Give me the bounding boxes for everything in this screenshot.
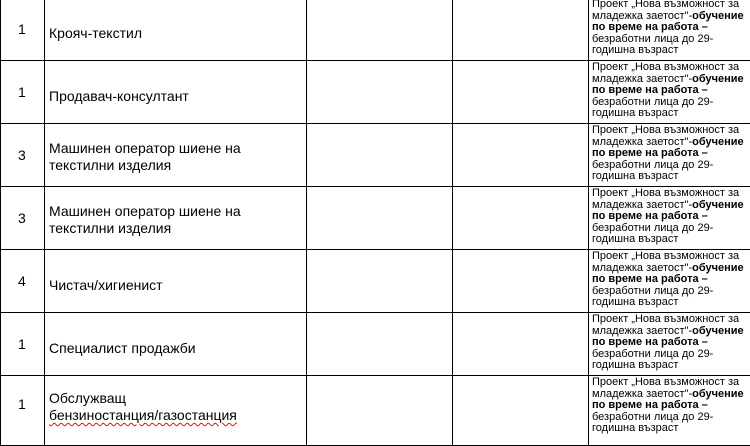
- note-line: по време на работа –: [592, 148, 750, 160]
- note-line: безработни лица до 29-: [592, 160, 750, 172]
- empty-cell: [453, 376, 589, 446]
- note-line: безработни лица до 29-: [592, 349, 750, 361]
- note-line: годишна възраст: [592, 297, 750, 309]
- note-line: годишна възраст: [592, 234, 750, 246]
- note-line: безработни лица до 29-: [592, 412, 750, 424]
- empty-cell: [307, 61, 453, 124]
- note-line: младежка заетост"-обучение: [592, 389, 750, 401]
- note-line: безработни лица до 29-: [592, 286, 750, 298]
- empty-cell: [307, 250, 453, 313]
- table-row: [1, 61, 750, 124]
- position-cell: [45, 250, 307, 313]
- note-line: годишна възраст: [592, 423, 750, 435]
- note-line: Проект „Нова възможност за: [592, 0, 750, 11]
- note-line: Проект „Нова възможност за: [592, 251, 750, 263]
- note-line: младежка заетост"-обучение: [592, 11, 750, 23]
- note-line: младежка заетост"-обучение: [592, 200, 750, 212]
- qty-cell: 1: [1, 61, 45, 124]
- empty-cell: [453, 124, 589, 187]
- qty-cell: 3: [1, 187, 45, 250]
- empty-cell: [453, 313, 589, 376]
- program-note-cell: [589, 0, 750, 61]
- position-label: Продавач-консултант: [49, 80, 302, 105]
- note-line: Проект „Нова възможност за: [592, 314, 750, 326]
- empty-cell: [307, 0, 453, 61]
- qty-cell: 4: [1, 250, 45, 313]
- position-label: Специалист продажби: [49, 332, 302, 357]
- qty-cell: 1: [1, 376, 45, 446]
- note-line: Проект „Нова възможност за: [592, 377, 750, 389]
- note-line: годишна възраст: [592, 45, 750, 57]
- qty-cell: 1: [1, 0, 45, 61]
- note-line: по време на работа –: [592, 22, 750, 34]
- note-line: Проект „Нова възможност за: [592, 188, 750, 200]
- empty-cell: [453, 0, 589, 61]
- empty-cell: [307, 124, 453, 187]
- position-cell: [45, 187, 307, 250]
- program-note-cell: [589, 250, 750, 313]
- note-line: годишна възраст: [592, 171, 750, 183]
- position-cell: [45, 61, 307, 124]
- table-row: [1, 124, 750, 187]
- note-line: по време на работа –: [592, 400, 750, 412]
- empty-cell: [453, 250, 589, 313]
- table-row: [1, 0, 750, 61]
- position-cell: [45, 0, 307, 61]
- note-line: младежка заетост"-обучение: [592, 74, 750, 86]
- note-line: младежка заетост"-обучение: [592, 137, 750, 149]
- note-line: годишна възраст: [592, 360, 750, 372]
- table-row: [1, 376, 750, 446]
- qty-cell: 1: [1, 313, 45, 376]
- position-cell: [45, 313, 307, 376]
- program-note-cell: [589, 187, 750, 250]
- table-row: [1, 187, 750, 250]
- note-line: безработни лица до 29-: [592, 223, 750, 235]
- note-line: по време на работа –: [592, 337, 750, 349]
- position-label: Машинен оператор шиене на текстилни изделия: [49, 136, 302, 174]
- position-cell: [45, 124, 307, 187]
- note-line: по време на работа –: [592, 85, 750, 97]
- empty-cell: [307, 376, 453, 446]
- spellcheck-underlined-text: бензиностанция/газостанция: [49, 407, 237, 423]
- qty-cell: 3: [1, 124, 45, 187]
- program-note-cell: [589, 124, 750, 187]
- table-row: [1, 250, 750, 313]
- position-label: Крояч-текстил: [49, 17, 302, 42]
- program-note-cell: [589, 313, 750, 376]
- note-line: по време на работа –: [592, 211, 750, 223]
- note-line: годишна възраст: [592, 108, 750, 120]
- program-note-cell: [589, 61, 750, 124]
- position-label-line: [49, 407, 302, 424]
- note-line: по време на работа –: [592, 274, 750, 286]
- position-label: Чистач/хигиенист: [49, 269, 302, 294]
- note-line: Проект „Нова възможност за: [592, 125, 750, 137]
- position-label-line: Обслужващ: [49, 390, 302, 407]
- note-line: безработни лица до 29-: [592, 34, 750, 46]
- note-line: Проект „Нова възможност за: [592, 62, 750, 74]
- note-line: младежка заетост"-обучение: [592, 326, 750, 338]
- empty-cell: [453, 187, 589, 250]
- table-row: [1, 313, 750, 376]
- position-cell: [45, 376, 307, 446]
- empty-cell: [307, 187, 453, 250]
- note-line: безработни лица до 29-: [592, 97, 750, 109]
- empty-cell: [307, 313, 453, 376]
- position-label: Машинен оператор шиене на текстилни изделия: [49, 199, 302, 237]
- program-note-cell: [589, 376, 750, 446]
- note-line: младежка заетост"-обучение: [592, 263, 750, 275]
- empty-cell: [453, 61, 589, 124]
